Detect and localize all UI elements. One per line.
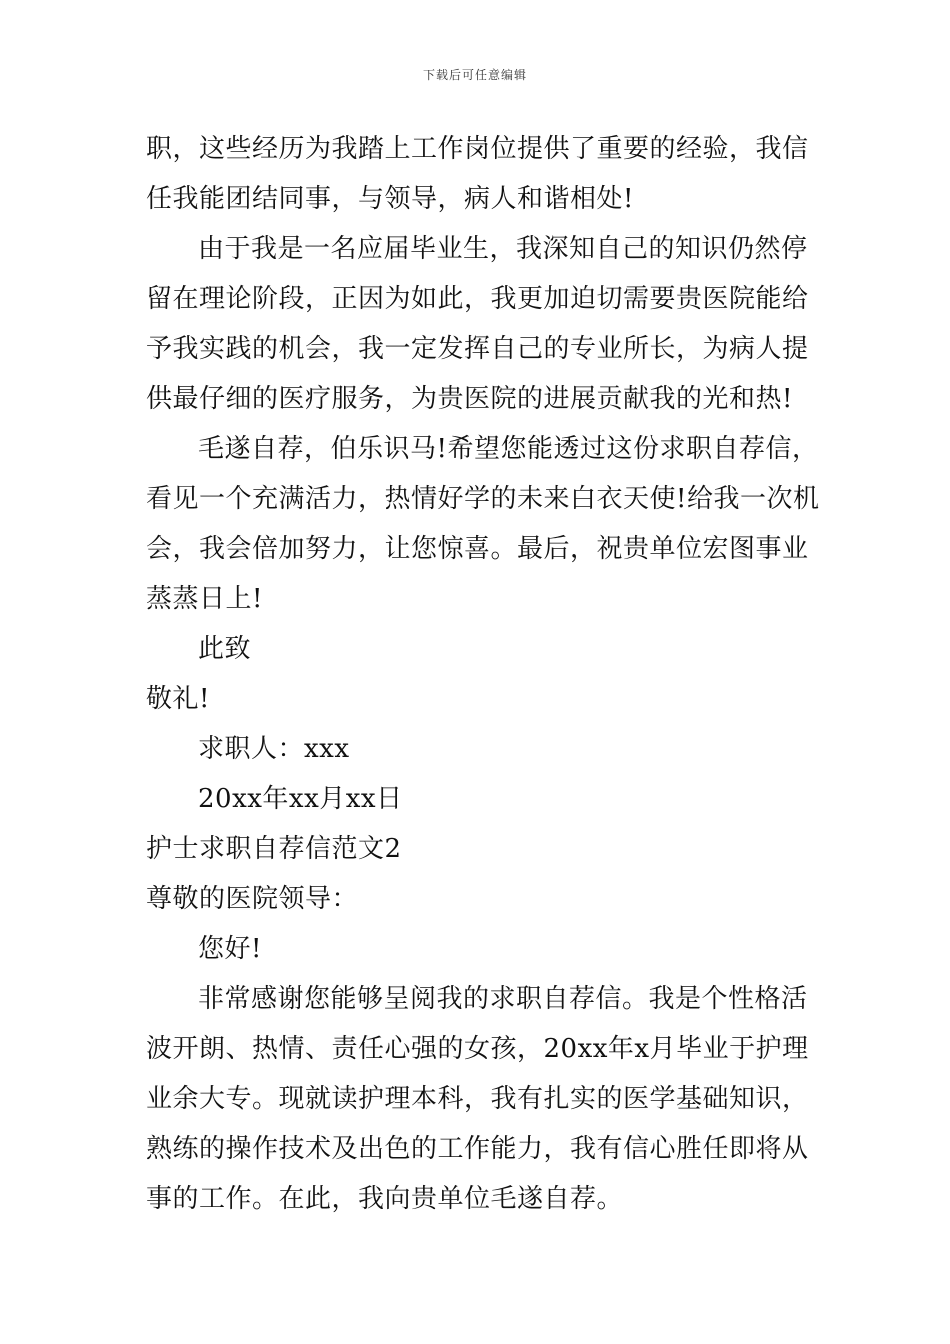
section-title: 护士求职自荐信范文2 (146, 834, 402, 864)
text-line: 留在理论阶段，正因为如此，我更加迫切需要贵医院能给 (146, 284, 809, 314)
text-line: 蒸蒸日上! (146, 584, 263, 614)
closing-salutation: 此致 (198, 634, 252, 664)
document-body (146, 124, 820, 1224)
greeting-line: 尊敬的医院领导： (146, 884, 359, 914)
signature-line: 求职人：xxx (198, 734, 350, 764)
closing-respect: 敬礼! (146, 684, 210, 714)
text-line: 会，我会倍加努力，让您惊喜。最后，祝贵单位宏图事业 (146, 534, 809, 564)
text-line: 供最仔细的医疗服务，为贵医院的进展贡献我的光和热! (146, 384, 793, 414)
header-note: 下载后可任意编辑 (422, 68, 527, 82)
text-line: 波开朗、热情、责任心强的女孩，20xx年x月毕业于护理 (146, 1034, 809, 1064)
text-line: 业余大专。现就读护理本科，我有扎实的医学基础知识， (146, 1084, 809, 1114)
text-line: 职，这些经历为我踏上工作岗位提供了重要的经验，我信 (146, 134, 809, 164)
text-line: 非常感谢您能够呈阅我的求职自荐信。我是个性格活 (198, 984, 808, 1014)
text-line: 熟练的操作技术及出色的工作能力，我有信心胜任即将从 (146, 1134, 809, 1164)
text-line: 看见一个充满活力，热情好学的未来白衣天使!给我一次机 (146, 484, 820, 514)
text-line: 予我实践的机会，我一定发挥自己的专业所长，为病人提 (146, 334, 809, 364)
text-line: 毛遂自荐，伯乐识马!希望您能透过这份求职自荐信， (198, 434, 819, 464)
text-line: 由于我是一名应届毕业生，我深知自己的知识仍然停 (198, 234, 808, 264)
text-line: 事的工作。在此，我向贵单位毛遂自荐。 (146, 1184, 624, 1214)
greeting-hello: 您好! (198, 934, 262, 964)
text-line: 任我能团结同事，与领导，病人和谐相处! (146, 184, 634, 214)
date-line: 20xx年xx月xx日 (198, 784, 403, 814)
